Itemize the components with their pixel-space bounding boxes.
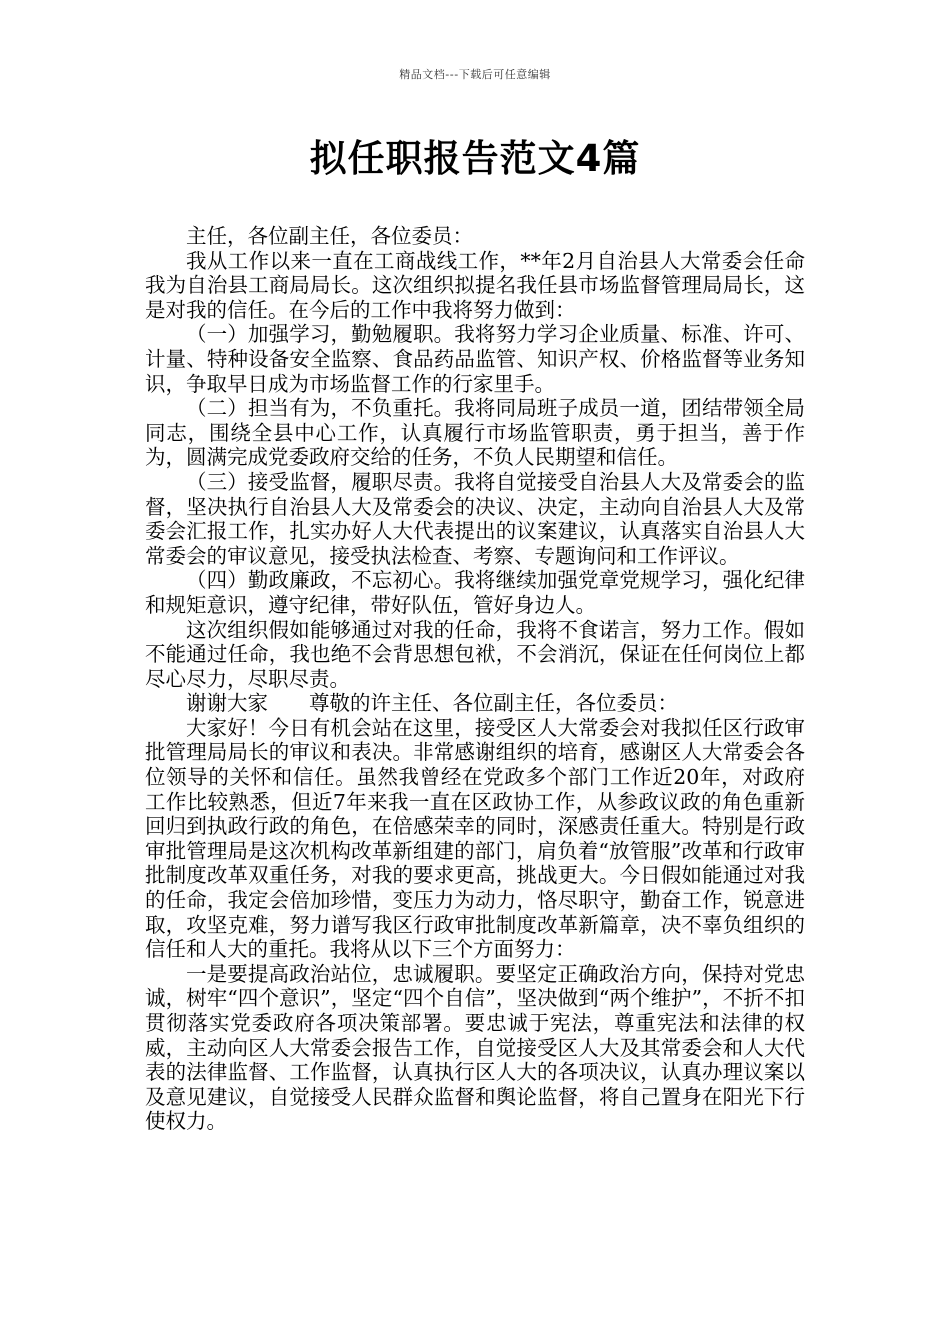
paragraph: （一）加强学习，勤勉履职。我将努力学习企业质量、标准、许可、计量、特种设备安全监察、食品药品监管、知识产权、价格监督等业务知识，争取早日成为市场监督工作的行家里手。 — [145, 322, 805, 396]
document-body — [145, 224, 805, 1134]
page-header-note: 精品文档---下载后可任意编辑 — [399, 68, 551, 81]
document-title: 拟任职报告范文4篇 — [309, 137, 641, 180]
paragraph: 谢谢大家 尊敬的许主任、各位副主任，各位委员： — [186, 691, 678, 716]
paragraph: 大家好！今日有机会站在这里，接受区人大常委会对我拟任区行政审批管理局局长的审议和表决。非常感谢组织的培育，感谢区人大常委会各位领导的关怀和信任。虽然我曾经在党政多个部门工作近20年，对政府工作比较熟悉，但近7年来我一直在区政协工作，从参政议政的角色重新回归到执政行政的角色，在倍感荣幸的同时，深感责任重大。特别是行政审批管理局是这次机构改革新组建的部门，肩负着“放管服”改革和行政审批制度改革双重任务，对我的要求更高，挑战更大。今日假如能通过对我的任命，我定会倍加珍惜，变压力为动力，恪尽职守，勤奋工作，锐意进取，攻坚克难，努力谱写我区行政审批制度改革新篇章，决不辜负组织的信任和人大的重托。我将从以下三个方面努力： — [145, 715, 805, 962]
paragraph: 这次组织假如能够通过对我的任命，我将不食诺言，努力工作。假如不能通过任命，我也绝不会背思想包袱，不会消沉，保证在任何岗位上都尽心尽力，尽职尽责。 — [145, 617, 805, 691]
paragraph: （二）担当有为，不负重托。我将同局班子成员一道，团结带领全局同志，围绕全县中心工作，认真履行市场监管职责，勇于担当，善于作为，圆满完成党委政府交给的任务，不负人民期望和信任。 — [145, 396, 805, 470]
paragraph: 主任，各位副主任，各位委员： — [186, 224, 473, 248]
paragraph: 一是要提高政治站位，忠诚履职。要坚定正确政治方向，保持对党忠诚，树牢“四个意识”，坚定“四个自信”，坚决做到“两个维护”，不折不扣贯彻落实党委政府各项决策部署。要忠诚于宪法，尊重宪法和法律的权威，主动向区人大常委会报告工作，自觉接受区人大及其常委会和人大代表的法律监督、工作监督，认真执行区人大的各项决议，认真办理议案以及意见建议，自觉接受人民群众监督和舆论监督，将自己置身在阳光下行使权力。 — [145, 961, 805, 1134]
paragraph: 我从工作以来一直在工商战线工作，**年2月自治县人大常委会任命我为自治县工商局局长。这次组织拟提名我任县市场监督管理局局长，这是对我的信任。在今后的工作中我将努力做到： — [145, 248, 805, 322]
paragraph: （三）接受监督，履职尽责。我将自觉接受自治县人大及常委会的监督，坚决执行自治县人大及常委会的决议、决定，主动向自治县人大及常委会汇报工作，扎实办好人大代表提出的议案建议，认真落实自治县人大常委会的审议意见，接受执法检查、考察、专题询问和工作评议。 — [145, 469, 805, 568]
paragraph: （四）勤政廉政，不忘初心。我将继续加强党章党规学习，强化纪律和规矩意识，遵守纪律，带好队伍，管好身边人。 — [145, 568, 805, 617]
